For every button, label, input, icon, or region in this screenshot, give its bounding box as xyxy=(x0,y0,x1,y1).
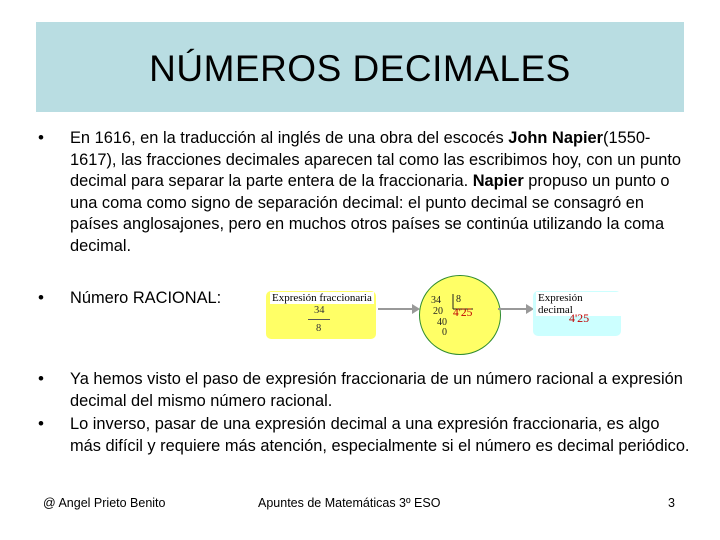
fraction-numerator: 34 xyxy=(314,305,325,316)
decimal-expression-label: Expresión decimal xyxy=(536,292,621,316)
para1-bold-1: John Napier xyxy=(508,129,604,147)
fraction-expression-label: Expresión fraccionaria xyxy=(272,292,372,304)
footer-page-number: 3 xyxy=(668,496,675,510)
arrow-right-icon xyxy=(496,300,536,318)
bullet-1: • xyxy=(38,128,44,147)
division-quotient: 4'25 xyxy=(453,307,473,319)
para1-text-2: (1550-1617), las fracciones decimales aparecen tal como las escribimos hoy, con un punto decimal para separar la parte entera de la fraccionaria. xyxy=(70,129,682,190)
division-remainder-1: 20 xyxy=(433,306,443,317)
division-dividend: 34 xyxy=(431,295,441,306)
footer-course: Apuntes de Matemáticas 3º ESO xyxy=(258,496,441,510)
division-remainder-2: 40 xyxy=(437,317,447,328)
division-divisor: 8 xyxy=(456,294,461,305)
fraction-expression-box xyxy=(266,291,376,339)
paragraph-fraction-to-decimal: Ya hemos visto el paso de expresión fraccionaria de un número racional a expresión decimal del mismo número racional. xyxy=(70,370,683,410)
fraction-denominator: 8 xyxy=(316,323,322,334)
para1-bold-2: Napier xyxy=(472,172,524,190)
para1-text-3: propuso un punto o una coma como signo de separación decimal: el punto decimal se consagró en países anglosajones, pero en muchos otros países se continúa utilizando la coma decimal. xyxy=(70,172,670,255)
bullet-3: • xyxy=(38,369,44,388)
arrow-right-icon xyxy=(376,300,422,318)
para1-text-1: En 1616, en la traducción al inglés de una obra del escocés xyxy=(70,129,509,147)
paragraph-napier xyxy=(70,128,690,257)
division-oval xyxy=(419,275,501,355)
decimal-expression-box xyxy=(533,291,621,336)
bullet-4: • xyxy=(38,414,44,433)
footer-author: @ Angel Prieto Benito xyxy=(43,496,166,510)
slide-title: NÚMEROS DECIMALES xyxy=(149,48,571,89)
bullet-2: • xyxy=(38,288,44,307)
fraction-bar xyxy=(308,319,330,320)
title-bar xyxy=(36,22,684,112)
division-remainder-3: 0 xyxy=(442,327,447,338)
decimal-value: 4'25 xyxy=(569,311,590,325)
paragraph-racional: Número RACIONAL: xyxy=(70,289,222,307)
paragraph-decimal-to-fraction: Lo inverso, pasar de una expresión decimal a una expresión fraccionaria, es algo más difícil y requiere más atención, especialmente si el número es decimal periódico. xyxy=(70,415,690,455)
